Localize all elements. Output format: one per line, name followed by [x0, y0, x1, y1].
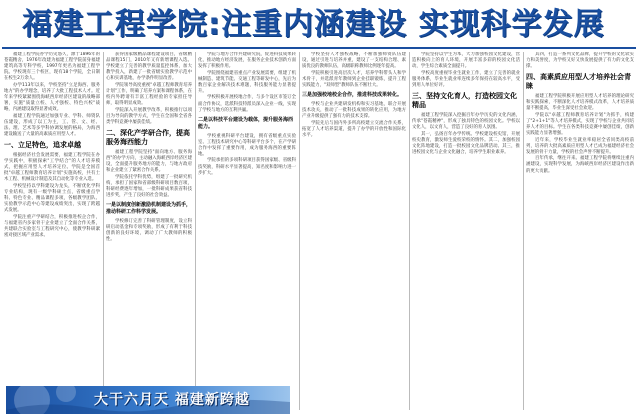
section-heading: 三、坚持文化育人，打造校园文化精品	[412, 91, 517, 109]
column-3	[198, 52, 296, 408]
section-heading: 四、高素质应用型人才培养社会青睐	[526, 73, 631, 91]
subsection-heading: 一是以制度创新激励机制建设为抓手，推动科研工作科学发展。	[106, 202, 192, 216]
subsection-heading: 三是加强校地校企合作，推进科技成果转化。	[302, 91, 403, 98]
column-divider	[103, 52, 104, 410]
paragraph: 学校坚持人才强校战略，不断加强师资队伍建设，通过引进与培养并重，建设了一支结构合理、素质优良的教师队伍，高级职称教师比例逐年提高。	[302, 52, 406, 70]
paragraph: 学院承担的多项科研项目获得国家级、省级科技奖励，科研水平显著提高，知名度和影响力进一步扩大。	[198, 158, 296, 176]
column-divider	[523, 52, 524, 410]
paragraph: 学校重视科研平台建设，拥有省级重点实验室、工程技术研究中心等科研平台多个，在产学研合作中发挥了重要作用，成为服务海西的重要阵地。	[198, 133, 296, 157]
paragraph: 学院深入开展教学改革，积极推行以项目为导向的教学方式，学生在全国和全省各类学科竞赛中屡获佳绩。	[106, 107, 192, 125]
paragraph: 学校积极开展校地合作，与多个设区市签订全面合作协议，选派科技特派员深入企业一线，实现了学校与地方的互利共赢。	[198, 95, 296, 113]
paragraph: 学院领导高度重视"卓越工程师教育培养计划"工作，明确了培养方案和课程体系，在校内外聘请有丰富工程经验的专家担任导师，取得明显成效。	[106, 82, 192, 107]
paragraph: 学校高度重视毕业生就业工作，建立了完善的就业服务体系，毕业生就业率连续多年保持在较高水平，受到用人单位好评。	[412, 70, 520, 88]
column-divider	[299, 52, 300, 410]
column-divider	[409, 52, 410, 410]
paragraph: 学院依托学科优势，组建了一批研究机构，承担了国家和省部级科研项目数百项，科研经费逐年增加，一批科研成果获省科技进步奖，产生了良好的社会效益。	[106, 174, 192, 198]
paragraph: 学校坚持以学科建设为龙头，不断优化学科专业结构，现有一级学科硕士点，省级重点学科、特色专业、精品课程多项，各级教学团队、实验教学示范中心等建设成绩突出，实现了跨越式发展。	[4, 183, 100, 214]
paragraph: 根据经济社会发展需要，福建工程学院在办学实践中，积极探索"工学结合"的人才培养模式，把握应用型人才培养定位。学院是全国首批"卓越工程师教育培养计划"实施高校，共有土木工程、机械设计制造及其自动化等专业入选。	[4, 153, 100, 183]
paragraph: 福建工程学院深入挖掘百年办学历史的文化内涵，传承"苍霞精神"，形成了独具特色的校园文化。学校以文化人，以文育人，营造了良好的育人氛围。	[412, 112, 520, 131]
paragraph: 百年传承，继往开来。福建工程学院将继续注重内涵建设，实现科学发展，为海峡西岸经济区建设作出新的更大贡献。	[526, 156, 634, 174]
column-2	[106, 52, 192, 382]
bottom-banner	[6, 386, 290, 414]
paragraph: 学院与地方合作共建研究院，促进科技成果转化，推动地方经济发展，在服务企业技术创新方面发挥了积极作用。	[198, 52, 296, 70]
headline-rule	[2, 47, 636, 49]
column-4	[302, 52, 406, 408]
banner-text: 大干六月天 福建新跨越	[94, 392, 250, 408]
paragraph: 学校与企业共建研发机构和实习基地，联合开展技术攻关，推动了一批科技成果的转化应用，为地方产业升级提供了强有力的技术支撑。	[302, 101, 406, 120]
paragraph: 学院以"卓越工程师教育培养计划"为抓手，构建了"2+1+1"等人才培养模式，实现了学校与企业共同培养人才的目标。学生在各类科技竞赛中屡创佳绩，创新实践能力显著增强。	[526, 112, 634, 137]
column-5	[412, 52, 520, 408]
paragraph: 其四，打造一系列文化品牌，提升学校的文化软实力和美誉度，为学校又好又快发展提供了有力的文化支撑。	[526, 52, 634, 70]
column-divider	[195, 52, 196, 410]
paragraph: 福建工程学院积极开展应用型人才培养的理论研究和实践探索，不断深化人才培养模式改革，人才培养质量不断提高，毕业生深受社会欢迎。	[526, 94, 634, 112]
section-heading: 二、深化产学研合作，提高服务海西能力	[106, 128, 190, 146]
section-heading: 一、立足特色，追求卓越	[4, 141, 81, 150]
column-6	[526, 52, 634, 412]
paragraph: 福建工程学院办学历史悠久，源于1896年的苍霞精舍，1976年改建为福建工程学院前身福建建筑高等专科学校，1997年更名为福建工程学院。学校现有三个校区，现有18个学院，全日制在校生2万余人。	[4, 52, 100, 82]
paragraph: 福建工程学院坚持"面向地方、服务海西"的办学方向，主动融入海峡西岸经济区建设，全面提升服务地方的能力，与地方政府和企业建立了紧密合作关系。	[106, 149, 192, 174]
paragraph: 学院注重产学研结合，积极推进校企合作，与福建省内多家骨干企业建立了全面合作关系，共建联合实验室与工程研究中心，使教学科研紧密对接区域产业需求。	[4, 214, 100, 239]
subsection-heading: 二是以科技平台建设为载体，提升服务海西能力。	[198, 116, 294, 130]
column-1	[4, 52, 100, 382]
headline: 福建工程学院:注重内涵建设 实现科学发展	[22, 7, 605, 42]
paragraph: 学院坚持以学生为本，大力加强校园文化建设，营造积极向上的育人环境，开展丰富多彩的校园文化活动，学生综合素质全面提升。	[412, 52, 520, 70]
paragraph: 福建工程学院通过加强专业、学科、师资队伍建设，形成了以工为主，工、管、文、经、法、理、艺术等多学科协调发展的格局，为海西建设输送了大量的高素质应用型人才。	[4, 113, 100, 137]
paragraph: 近年来，学校毕业生就业率稳居全省同类高校前列，培养的大批高素质应用型人才已成为福建经济社会发展的骨干力量，学校的社会声誉不断提升。	[526, 137, 634, 155]
paragraph: 办学113年以来，学校坚持"立足海西、服务地方"的办学理念，培养了大批工程技术人才。近年来学校紧紧围绕海峡西岸经济区建设的战略部署，实施"质量立校、人才强校、特色兴校"战略，内涵建设取得显著成效。	[4, 82, 100, 113]
paragraph: 学院先后与国内外多所高校建立交流合作关系，拓宽了人才培养渠道，提升了办学的开放性和国际化水平。	[302, 120, 406, 138]
paragraph: 学院积极引进高层次人才，培养学科带头人和学术骨干，并选派青年教师到企业挂职锻炼，提升工程实践能力，"双师型"教师队伍不断壮大。	[302, 70, 406, 88]
paragraph: 学院围绕福建省重点产业发展需要，组建了机械制造、建筑节能、交通工程等研发中心，先后为数百家企业解决技术难题，科技服务能力显著提升。	[198, 70, 296, 94]
paragraph: 其一，弘扬百年办学传统。学校建设校史馆，开展校史教育，激发师生爱校荣校的情怀。其二，加强校园文化阵地建设，打造一批校园文化品牌活动。其三，推进校园文化与企业文化融合，培养学生职业素养。	[412, 131, 520, 155]
paragraph: 学校修订完善了科研管理制度，设立科研启动基金和专项奖励，形成了有利于科技创新的良好环境，调动了广大教师的积极性。	[106, 219, 192, 243]
paragraph: 获得国家级精品课程建设项目，省级精品课程15门，2010年又有新增课程入选。学校建立了完善的教学质量监控体系，加大教学投入，新建了一批省级实验教学示范中心和实训基地，办学条件明显改善。	[106, 52, 192, 82]
